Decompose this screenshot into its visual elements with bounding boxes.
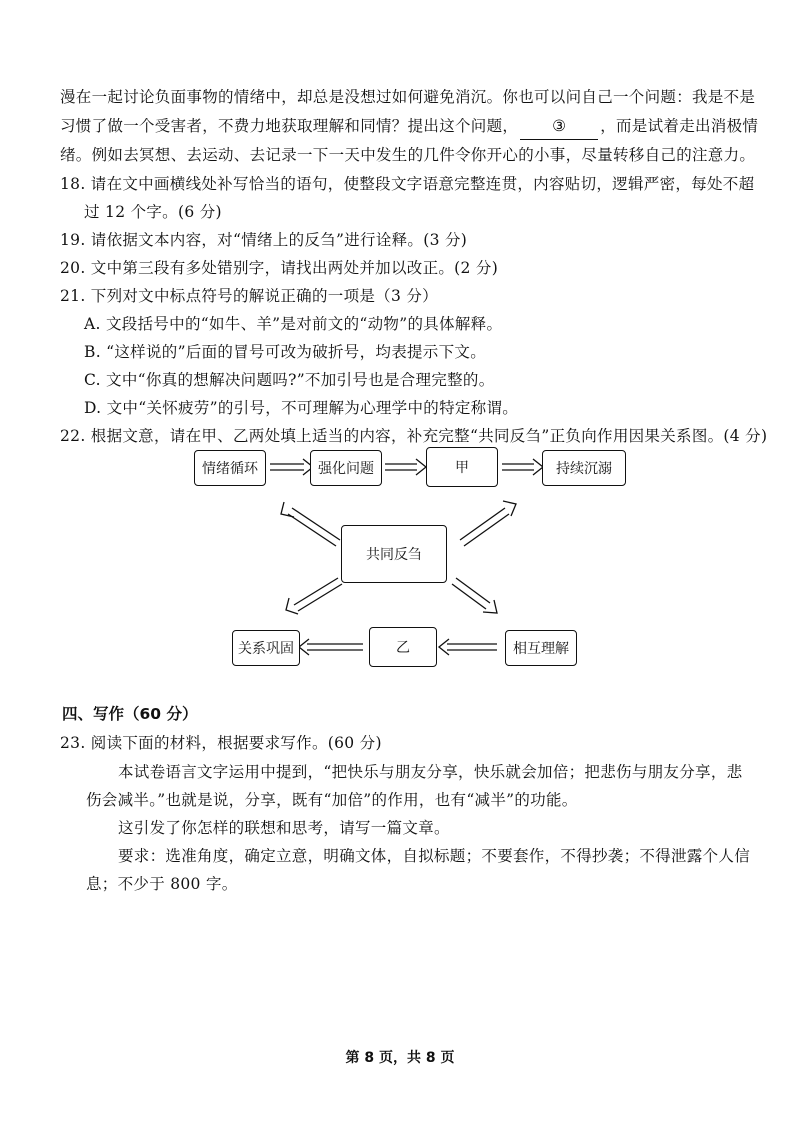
box-relationship-consolidation: 关系巩固 (232, 630, 300, 666)
material-line: 伤会减半。”也就是说，分享，既有“加倍”的作用，也有“减半”的功能。 (86, 791, 578, 809)
material-line: 本试卷语言文字运用中提到，“把快乐与朋友分享，快乐就会加倍；把悲伤与朋友分享，悲 (118, 763, 743, 781)
option-a: A. 文段括号中的“如牛、羊”是对前文的“动物”的具体解释。 (84, 315, 503, 333)
requirements-line: 要求：选准角度，确定立意，明确文体，自拟标题；不要套作，不得抄袭；不得泄露个人信 (118, 847, 751, 865)
question-18: 18. 请在文中画横线处补写恰当的语句，使整段文字语意完整连贯，内容贴切，逻辑严密，每处不超 (60, 175, 755, 193)
arrow-down-right-icon (452, 578, 497, 613)
passage-line: 漫在一起讨论负面事物的情绪中，却总是没想过如何避免消沉。你也可以问自己一个问题：我是不是 (60, 88, 756, 106)
box-continued-indulgence: 持续沉溺 (542, 450, 626, 486)
box-jia-blank[interactable]: 甲 (426, 447, 498, 487)
arrow-left-icon (439, 639, 497, 655)
arrow-right-icon (385, 459, 426, 475)
passage-text: ，而是试着走出消极情 (600, 117, 759, 135)
box-co-rumination: 共同反刍 (341, 525, 447, 583)
box-mutual-understanding: 相互理解 (505, 630, 577, 666)
question-18-cont: 过 12 个字。(6 分) (84, 203, 222, 221)
question-20: 20. 文中第三段有多处错别字，请找出两处并加以改正。(2 分) (60, 259, 499, 277)
answer-blank-3: ③ (520, 113, 598, 140)
box-emotion-cycle: 情绪循环 (194, 450, 266, 486)
arrow-right-icon (270, 459, 313, 475)
section-title-writing: 四、写作（60 分） (62, 705, 198, 723)
arrow-down-left-icon (286, 578, 342, 614)
passage-line-with-blank (60, 113, 758, 140)
page-number: 第 8 页，共 8 页 (345, 1050, 455, 1066)
question-19: 19. 请依据文本内容，对“情绪上的反刍”进行诠释。(3 分) (60, 231, 468, 249)
question-22: 22. 根据文意，请在甲、乙两处填上适当的内容，补充完整“共同反刍”正负向作用因果关系图。(4 分) (60, 427, 768, 445)
arrow-up-left-icon (281, 502, 340, 546)
question-21: 21. 下列对文中标点符号的解说正确的一项是（3 分） (60, 287, 438, 305)
passage-line: 绪。例如去冥想、去运动、去记录一下一天中发生的几件令你开心的小事，尽量转移自己的注意力。 (60, 146, 756, 164)
option-c: C. 文中“你真的想解决问题吗?”不加引号也是合理完整的。 (84, 371, 495, 389)
option-d: D. 文中“关怀疲劳”的引号，不可理解为心理学中的特定称谓。 (84, 399, 519, 417)
box-yi-blank[interactable]: 乙 (369, 627, 437, 667)
passage-text: 习惯了做一个受害者，不费力地获取理解和同情？提出这个问题， (60, 117, 519, 135)
question-23: 23. 阅读下面的材料，根据要求写作。(60 分) (60, 734, 382, 752)
arrow-right-icon (502, 459, 543, 475)
arrow-left-icon (299, 639, 363, 655)
arrow-up-right-icon (460, 501, 516, 546)
requirements-line: 息；不少于 800 字。 (86, 875, 238, 893)
box-reinforce-problem: 强化问题 (310, 450, 382, 486)
option-b: B. “这样说的”后面的冒号可改为破折号，均表提示下文。 (84, 343, 486, 361)
writing-prompt: 这引发了你怎样的联想和思考，请写一篇文章。 (118, 819, 450, 837)
